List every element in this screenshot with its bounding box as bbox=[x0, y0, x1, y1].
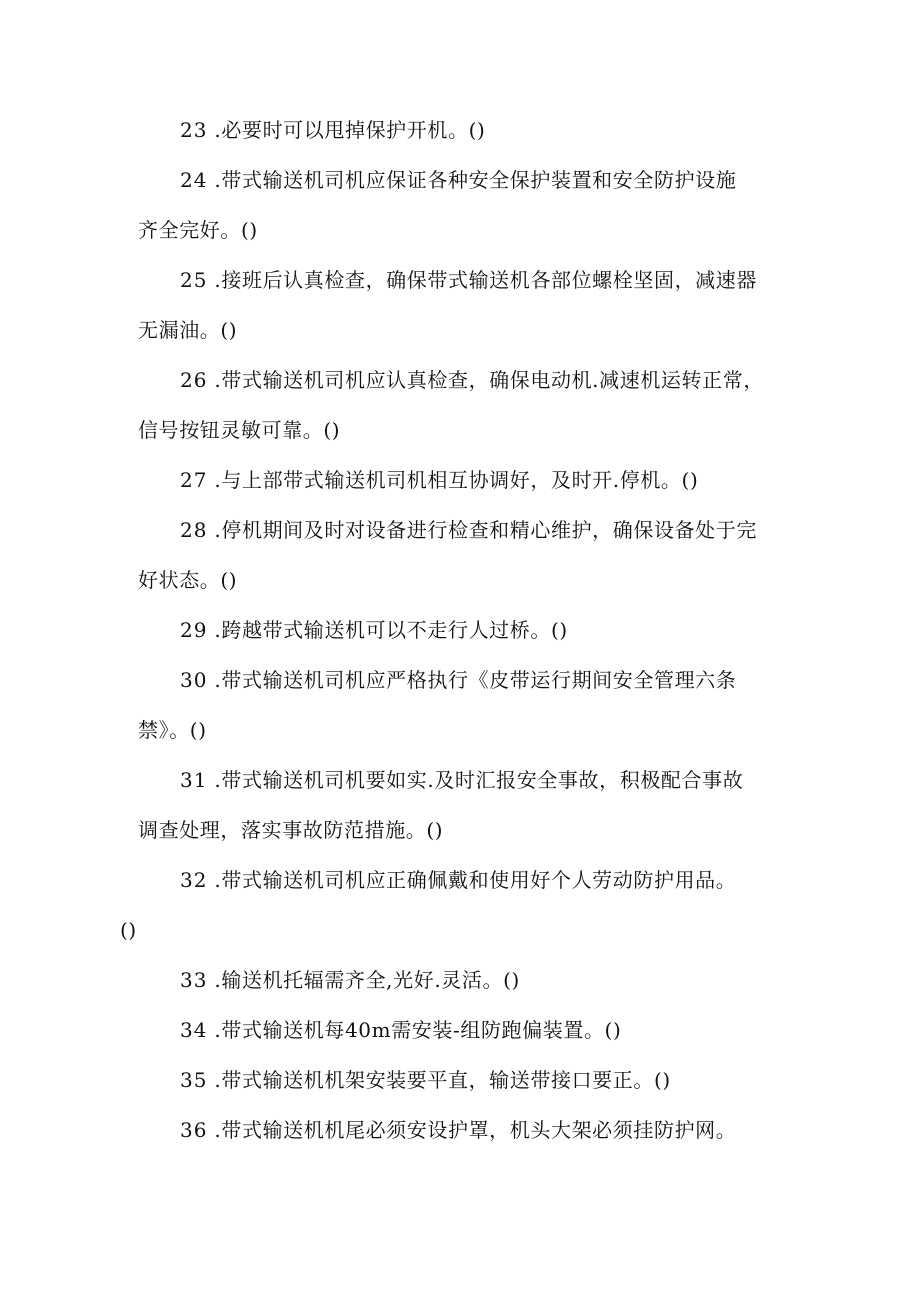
question-number: 29 bbox=[180, 618, 208, 642]
question-continuation: 好状态。() bbox=[138, 568, 238, 592]
question-text: .带式输送机司机应认真检查，确保电动机.减速机运转正常， bbox=[214, 368, 764, 392]
question-line bbox=[138, 268, 818, 292]
question-continuation: 信号按钮灵敏可靠。() bbox=[138, 418, 341, 442]
question-text: .带式输送机机尾必须安设护罩，机头大架必须挂防护网。 bbox=[214, 1118, 737, 1142]
question-list bbox=[120, 118, 818, 1168]
question-line bbox=[138, 1118, 818, 1142]
question-line bbox=[138, 518, 818, 542]
list-item bbox=[138, 1118, 818, 1142]
question-line bbox=[138, 1018, 818, 1042]
list-item bbox=[138, 618, 818, 642]
list-item bbox=[138, 168, 818, 242]
list-item bbox=[138, 368, 818, 442]
question-line bbox=[138, 768, 818, 792]
question-number: 23 bbox=[180, 118, 208, 142]
question-number: 35 bbox=[180, 1068, 208, 1092]
question-continuation: () bbox=[120, 918, 137, 942]
list-item bbox=[138, 268, 818, 342]
question-text: .停机期间及时对设备进行检查和精心维护，确保设备处于完 bbox=[214, 518, 757, 542]
question-number: 26 bbox=[180, 368, 208, 392]
question-text: .跨越带式输送机可以不走行人过桥。() bbox=[214, 618, 568, 642]
question-continuation: 禁》。() bbox=[138, 718, 207, 742]
list-item bbox=[138, 668, 818, 742]
list-item bbox=[138, 1068, 818, 1092]
question-number: 27 bbox=[180, 468, 208, 492]
question-number: 36 bbox=[180, 1118, 208, 1142]
question-text: .带式输送机司机应严格执行《皮带运行期间安全管理六条 bbox=[214, 668, 737, 692]
list-item bbox=[120, 868, 818, 942]
question-number: 31 bbox=[180, 768, 208, 792]
question-line bbox=[138, 968, 818, 992]
question-line bbox=[138, 668, 818, 692]
question-text: .接班后认真检查，确保带式输送机各部位螺栓坚固，减速器 bbox=[214, 268, 757, 292]
question-text: .与上部带式输送机司机相互协调好，及时开.停机。() bbox=[214, 468, 699, 492]
question-number: 32 bbox=[180, 868, 208, 892]
question-number: 34 bbox=[180, 1018, 208, 1042]
list-item bbox=[138, 118, 818, 142]
question-number: 28 bbox=[180, 518, 208, 542]
question-number: 24 bbox=[180, 168, 208, 192]
question-continuation: 无漏油。() bbox=[138, 318, 238, 342]
question-number: 25 bbox=[180, 268, 208, 292]
question-text: .带式输送机司机要如实.及时汇报安全事故，积极配合事故 bbox=[214, 768, 744, 792]
list-item bbox=[138, 968, 818, 992]
question-line bbox=[138, 618, 818, 642]
question-line bbox=[138, 118, 818, 142]
question-continuation: 调查处理，落实事故防范措施。() bbox=[138, 818, 444, 842]
question-line bbox=[138, 868, 818, 892]
question-line bbox=[138, 1068, 818, 1092]
list-item bbox=[138, 518, 818, 592]
question-continuation: 齐全完好。() bbox=[138, 218, 258, 242]
list-item bbox=[138, 768, 818, 842]
question-text: .带式输送机每40m需安装-组防跑偏装置。() bbox=[214, 1018, 622, 1042]
question-text: .必要时可以甩掉保护开机。() bbox=[214, 118, 486, 142]
question-number: 30 bbox=[180, 668, 208, 692]
question-text: .输送机托辐需齐全,光好.灵活。() bbox=[214, 968, 520, 992]
question-number: 33 bbox=[180, 968, 208, 992]
question-text: .带式输送机司机应正确佩戴和使用好个人劳动防护用品。 bbox=[214, 868, 737, 892]
question-line bbox=[138, 368, 818, 392]
question-text: .带式输送机司机应保证各种安全保护装置和安全防护设施 bbox=[214, 168, 737, 192]
question-line bbox=[138, 168, 818, 192]
list-item bbox=[138, 1018, 818, 1042]
list-item bbox=[138, 468, 818, 492]
question-line bbox=[138, 468, 818, 492]
question-text: .带式输送机机架安装要平直，输送带接口要正。() bbox=[214, 1068, 671, 1092]
